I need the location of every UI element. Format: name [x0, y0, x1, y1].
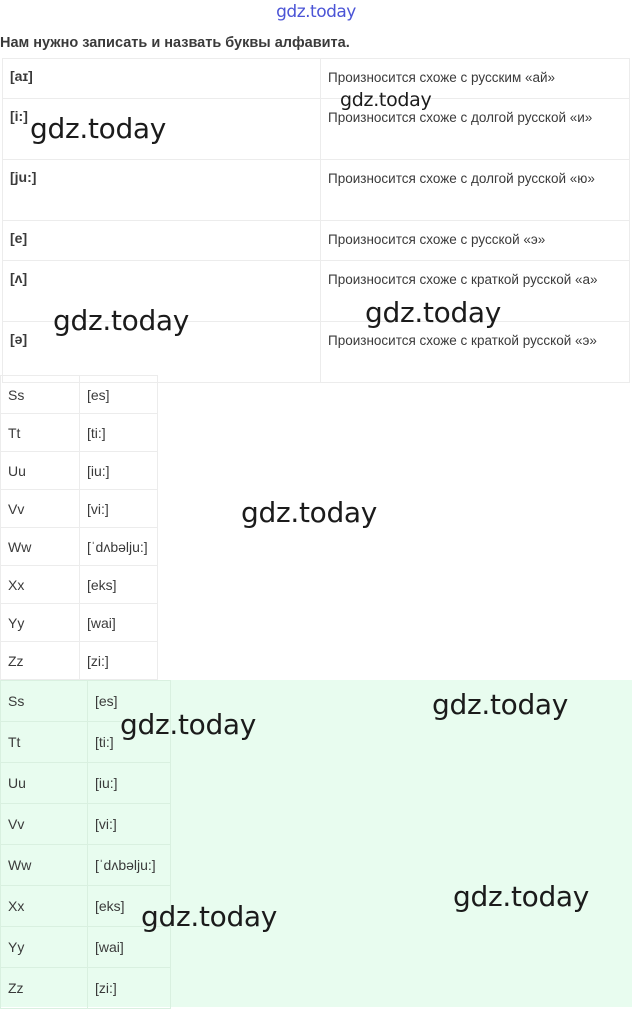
- table-row: [1, 845, 171, 886]
- table-row: [1, 804, 171, 845]
- table-row: [1, 452, 158, 490]
- sound-cell: [ˈdʌbəlju:]: [88, 845, 171, 886]
- sound-cell: [wai]: [88, 927, 171, 968]
- phoneme-description: Произносится схоже с краткой русской «э»: [321, 322, 630, 383]
- watermark: gdz.today: [453, 880, 590, 913]
- watermark: gdz.today: [53, 304, 190, 337]
- letter-cell: Vv: [1, 804, 88, 845]
- table-row: [3, 322, 630, 383]
- table-row: [1, 763, 171, 804]
- phoneme-description: Произносится схоже с краткой русской «а»: [321, 261, 630, 322]
- table-row: [1, 490, 158, 528]
- watermark: gdz.today: [241, 496, 378, 529]
- letter-cell: Yy: [1, 927, 88, 968]
- sound-cell: [ti:]: [80, 414, 158, 452]
- table-row: [1, 886, 171, 927]
- sound-cell: [es]: [80, 376, 158, 414]
- table-row: [1, 376, 158, 414]
- sound-cell: [eks]: [80, 566, 158, 604]
- letter-cell: Xx: [1, 886, 88, 927]
- table-row: [1, 604, 158, 642]
- phoneme-symbol: [ə]: [3, 322, 321, 383]
- watermark: gdz.today: [340, 89, 432, 111]
- phoneme-description: Произносится схоже с долгой русской «и»: [321, 99, 630, 160]
- phoneme-description: Произносится схоже с русской «э»: [321, 221, 630, 261]
- letter-cell: Xx: [1, 566, 80, 604]
- watermark: gdz.today: [432, 688, 569, 721]
- letter-cell: Ss: [1, 376, 80, 414]
- sound-cell: [zi:]: [88, 968, 171, 1009]
- sound-cell: [es]: [88, 681, 171, 722]
- phoneme-symbol: [ʌ]: [3, 261, 321, 322]
- table-row: [1, 414, 158, 452]
- sound-cell: [ˈdʌbəlju:]: [80, 528, 158, 566]
- letter-cell: Uu: [1, 763, 88, 804]
- sound-cell: [iu:]: [88, 763, 171, 804]
- phoneme-table: [2, 58, 630, 383]
- letter-cell: Yy: [1, 604, 80, 642]
- sound-cell: [eks]: [88, 886, 171, 927]
- table-row: [1, 681, 171, 722]
- table-row: [3, 59, 630, 99]
- watermark: gdz.today: [30, 112, 167, 145]
- table-row: [1, 642, 158, 680]
- phoneme-symbol: [i:]: [3, 99, 321, 160]
- letter-cell: Zz: [1, 968, 88, 1009]
- sound-cell: [ti:]: [88, 722, 171, 763]
- letter-cell: Ww: [1, 845, 88, 886]
- sound-cell: [vi:]: [80, 490, 158, 528]
- table-row: [3, 99, 630, 160]
- letter-cell: Vv: [1, 490, 80, 528]
- letters-table: [0, 375, 158, 680]
- sound-cell: [iu:]: [80, 452, 158, 490]
- table-row: [1, 968, 171, 1009]
- letter-cell: Uu: [1, 452, 80, 490]
- phoneme-symbol: [ju:]: [3, 160, 321, 221]
- letter-cell: Tt: [1, 414, 80, 452]
- watermark: gdz.today: [120, 708, 257, 741]
- table-row: [1, 566, 158, 604]
- phoneme-description: Произносится схоже с долгой русской «ю»: [321, 160, 630, 221]
- sound-cell: [vi:]: [88, 804, 171, 845]
- table-row: [1, 528, 158, 566]
- table-row: [1, 927, 171, 968]
- site-logo[interactable]: gdz.today: [276, 2, 356, 22]
- phoneme-symbol: [e]: [3, 221, 321, 261]
- table-row: [3, 221, 630, 261]
- sound-cell: [wai]: [80, 604, 158, 642]
- table-row: [3, 160, 630, 221]
- letter-cell: Tt: [1, 722, 88, 763]
- letter-cell: Ss: [1, 681, 88, 722]
- task-heading: Нам нужно записать и назвать буквы алфавита.: [0, 35, 350, 51]
- letter-cell: Ww: [1, 528, 80, 566]
- phoneme-description: Произносится схоже с русским «ай»: [321, 59, 630, 99]
- letter-cell: Zz: [1, 642, 80, 680]
- phoneme-symbol: [aɪ]: [3, 59, 321, 99]
- watermark: gdz.today: [365, 296, 502, 329]
- watermark: gdz.today: [141, 900, 278, 933]
- table-row: [1, 722, 171, 763]
- letters-table-answer: [0, 680, 171, 1009]
- table-row: [3, 261, 630, 322]
- sound-cell: [zi:]: [80, 642, 158, 680]
